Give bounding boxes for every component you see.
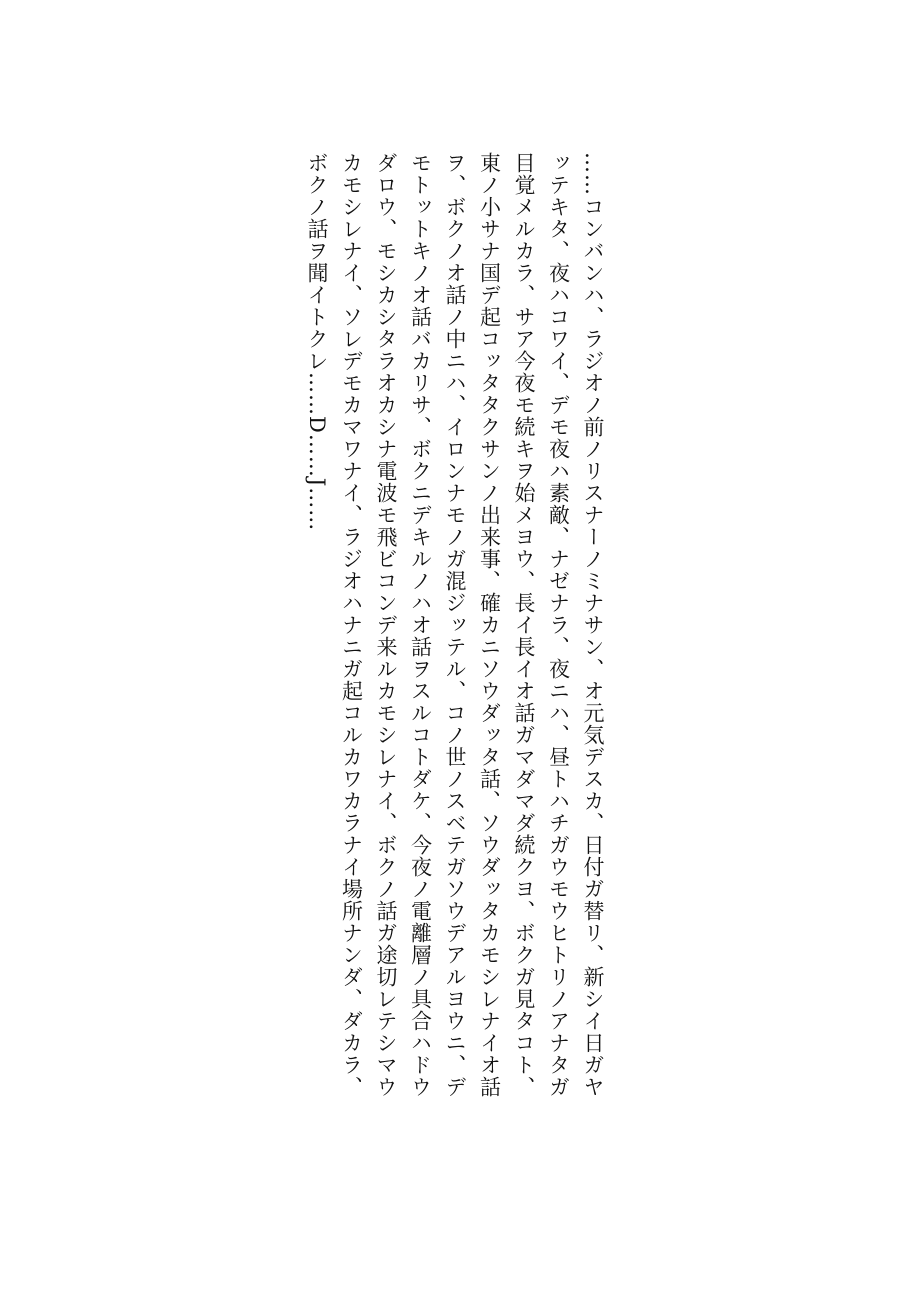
text-line: ダロウ、モシカシタラオカシナ電波モ飛ビコンデ来ルカモシレナイ、ボクノ話ガ途切レテシマウ bbox=[374, 152, 398, 1098]
text-line: モトットキノオ話バカリサ、ボクニデキルノハオ話ヲスルコトダケ、今夜ノ電離層ノ具合ハドウ bbox=[408, 152, 433, 1098]
text-line: ボクノ話ヲ聞イトクレ……D……J…… bbox=[305, 152, 329, 532]
text-line: ッテキタ、夜ハコワイ、デモ夜ハ素敵、ナゼナラ、夜ニハ、昼トハチガウモウヒトリノアナタガ bbox=[546, 152, 571, 1098]
text-line: 目覚メルカラ、サア今夜モ続キヲ始メヨウ、長イ長イオ話ガマダマダ続クヨ、ボクガ見タコト、 bbox=[512, 152, 536, 1098]
vertical-text-block bbox=[300, 152, 611, 1132]
text-line: カモシレナイ、ソレデモカマワナイ、ラジオハナニガ起コルカワカラナイ場所ナンダ、ダカラ、 bbox=[339, 152, 364, 1098]
text-line: ……コンバンハ、ラジオノ前ノリスナーノミナサン、オ元気デスカ、日付ガ替リ、新シイ日ガヤ bbox=[581, 152, 605, 1098]
text-line: ヲ、ボクノオ話ノ中ニハ、イロンナモノガ混ジッテル、コノ世ノスベテガソウデアルヨウニ、デ bbox=[443, 152, 467, 1098]
text-line: 東ノ小サナ国デ起コッタタクサンノ出来事、確カニソウダッタ話、ソウダッタカモシレナイオ話 bbox=[477, 152, 502, 1098]
